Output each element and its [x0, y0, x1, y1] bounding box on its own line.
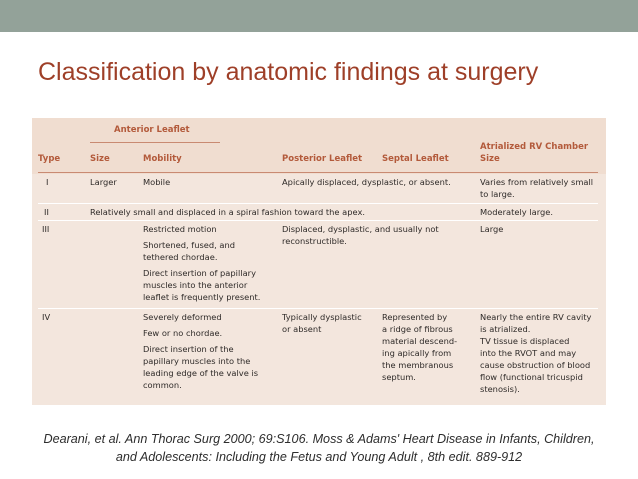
- header-rv-chamber: Atrialized RV Chamber: [480, 142, 589, 152]
- header-size: Size: [90, 154, 110, 164]
- row-divider: [38, 203, 598, 204]
- row-3-posterior-septal-line: reconstructible.: [282, 236, 347, 246]
- slide-title: Classification by anatomic findings at surgery: [38, 58, 539, 86]
- row-4-rv-line: cause obstruction of blood: [480, 360, 591, 370]
- top-accent-bar: [0, 0, 638, 32]
- row-2-type: II: [44, 207, 49, 217]
- row-4-rv-line: TV tissue is displaced: [480, 336, 570, 346]
- row-3-mobility-line: Restricted motion: [143, 224, 217, 234]
- anterior-leaflet-rule: [90, 142, 220, 143]
- row-4-mobility-line: Direct insertion of the: [143, 344, 234, 354]
- row-1-size: Larger: [90, 177, 117, 187]
- row-1-mobility: Mobile: [143, 177, 171, 187]
- row-4-rv-line: Nearly the entire RV cavity: [480, 312, 592, 322]
- row-4-rv-line: is atrialized.: [480, 324, 531, 334]
- row-4-rv-line: flow (functional tricuspid: [480, 372, 583, 382]
- row-4-rv-line: stenosis).: [480, 384, 520, 394]
- row-2-rv: Moderately large.: [480, 207, 553, 217]
- row-divider: [38, 308, 598, 309]
- row-3-mobility-line: tethered chordae.: [143, 252, 218, 262]
- header-mobility: Mobility: [143, 154, 182, 164]
- row-4-mobility-line: leading edge of the valve is: [143, 368, 259, 378]
- row-3-mobility-line: Shortened, fused, and: [143, 240, 236, 250]
- row-2-span: Relatively small and displaced in a spiral fashion toward the apex.: [90, 207, 366, 217]
- row-1-rv-line: to large.: [480, 189, 515, 199]
- row-3-mobility-line: Direct insertion of papillary: [143, 268, 256, 278]
- row-4-mobility-line: common.: [143, 380, 182, 390]
- classification-table-image: [32, 118, 606, 405]
- row-3-type: III: [42, 224, 50, 234]
- row-4-septal-line: septum.: [382, 372, 416, 382]
- row-3-mobility-line: leaflet is frequently present.: [143, 292, 261, 302]
- row-1-posterior-septal: Apically displaced, dysplastic, or absent.: [282, 177, 451, 187]
- row-1-type: I: [46, 177, 49, 187]
- row-4-septal-line: Represented by: [382, 312, 448, 322]
- row-divider: [38, 220, 598, 221]
- row-4-mobility-line: Severely deformed: [143, 312, 222, 322]
- row-4-posterior-line: or absent: [282, 324, 322, 334]
- row-3-mobility-line: muscles into the anterior: [143, 280, 248, 290]
- header-rv-size: Size: [480, 154, 500, 164]
- header-type: Type: [38, 154, 61, 164]
- row-4-type: IV: [42, 312, 51, 322]
- citation: [0, 430, 638, 466]
- row-3-posterior-septal-line: Displaced, dysplastic, and usually not: [282, 224, 439, 234]
- row-1-rv-line: Varies from relatively small: [480, 177, 594, 187]
- row-4-posterior-line: Typically dysplastic: [282, 312, 362, 322]
- row-4-mobility-line: papillary muscles into the: [143, 356, 251, 366]
- row-4-septal-line: ing apically from: [382, 348, 452, 358]
- citation-line-1: Dearani, et al. Ann Thorac Surg 2000; 69:S106. Moss & Adams' Heart Disease in Infants, Children,: [43, 432, 595, 446]
- row-4-mobility-line: Few or no chordae.: [143, 328, 223, 338]
- group-header-anterior-leaflet: Anterior Leaflet: [114, 125, 190, 135]
- citation-line-2: and Adolescents: Including the Fetus and Young Adult , 8th edit. 889-912: [115, 450, 523, 464]
- header-rule: [38, 172, 598, 173]
- row-4-septal-line: the membranous: [382, 360, 454, 370]
- header-septal-leaflet: Septal Leaflet: [382, 154, 449, 164]
- row-4-septal-line: material descend-: [382, 336, 458, 346]
- header-posterior-leaflet: Posterior Leaflet: [282, 154, 363, 164]
- row-4-rv-line: into the RVOT and may: [480, 348, 577, 358]
- row-3-rv: Large: [480, 224, 504, 234]
- row-4-septal-line: a ridge of fibrous: [382, 324, 453, 334]
